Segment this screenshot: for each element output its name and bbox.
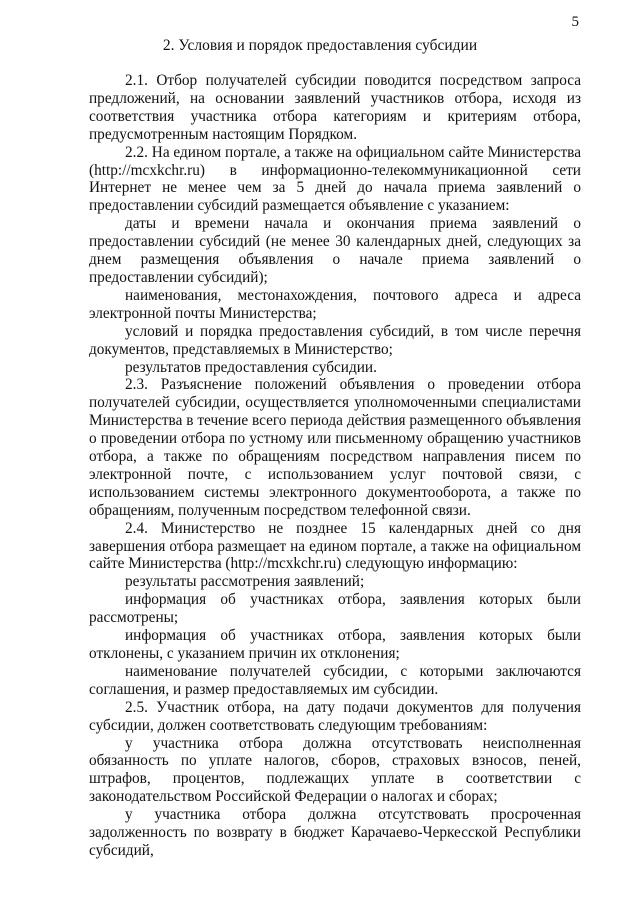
- paragraph: 2.2. На едином портале, а также на официальном сайте Министерства (http://mcxkchr.ru) в информационно-телекоммуникационной сети Интернет не менее чем за 5 дней до начала приема заявлений о предоставлении субсидий размещается объявление с указанием:: [89, 143, 581, 215]
- paragraph: у участника отбора должна отсутствовать просроченная задолженность по возврату в бюджет Карачаево-Черкесской Республики субсидий,: [89, 806, 581, 859]
- paragraph: даты и времени начала и окончания приема заявлений о предоставлении субсидий (не менее 30 календарных дней, следующих за днем размещения объявления о начале приема заявлений о предоставлении субсидий);: [89, 215, 581, 286]
- page-number: 5: [571, 14, 579, 30]
- paragraph: результатов предоставления субсидии.: [125, 358, 377, 376]
- paragraph: 2.5. Участник отбора, на дату подачи документов для получения субсидии, должен соответствовать следующим требованиям:: [89, 698, 581, 734]
- paragraph: 2.4. Министерство не позднее 15 календарных дней со дня завершения отбора размещает на едином портале, а также на официальном сайте Министерства (http://mcxkchr.ru) следующую информацию:: [89, 519, 581, 573]
- paragraph: условий и порядка предоставления субсидий, в том числе перечня документов, представляемых в Министерство;: [89, 322, 581, 358]
- section-heading: 2. Условия и порядок предоставления субсидии: [162, 37, 478, 54]
- paragraph: 2.3. Разъяснение положений объявления о проведении отбора получателей субсидии, осуществляется уполномоченными специалистами Министерства в течение всего периода действия размещенного объявления о проведении отбора по устному или письменному обращению участников отбора, а также по обращениям посредством направления писем по электронной почте, с использованием услуг почтовой связи, с использованием системы электронного документооборота, а также по обращениям, полученным посредством телефонной связи.: [89, 376, 581, 519]
- paragraph: наименования, местонахождения, почтового адреса и адреса электронной почты Министерства;: [89, 286, 581, 322]
- paragraph: 2.1. Отбор получателей субсидии поводится посредством запроса предложений, на основании заявлений участников отбора, исходя из соответствия участника отбора категориям и критериям отбора, предусмотренным настоящим Порядком.: [89, 72, 581, 143]
- paragraph: результаты рассмотрения заявлений;: [125, 573, 365, 591]
- paragraph: у участника отбора должна отсутствовать неисполненная обязанность по уплате налогов, сборов, страховых взносов, пеней, штрафов, процентов, подлежащих уплате в соответствии с законодательством Российской Федерации о налогах и сборах;: [89, 734, 581, 806]
- paragraph: информация об участниках отбора, заявления которых были рассмотрены;: [89, 591, 581, 627]
- paragraph: информация об участниках отбора, заявления которых были отклонены, с указанием причин их отклонения;: [89, 627, 581, 662]
- paragraph: наименование получателей субсидии, с которыми заключаются соглашения, и размер предоставляемых им субсидии.: [89, 662, 581, 698]
- document-body: [89, 72, 581, 860]
